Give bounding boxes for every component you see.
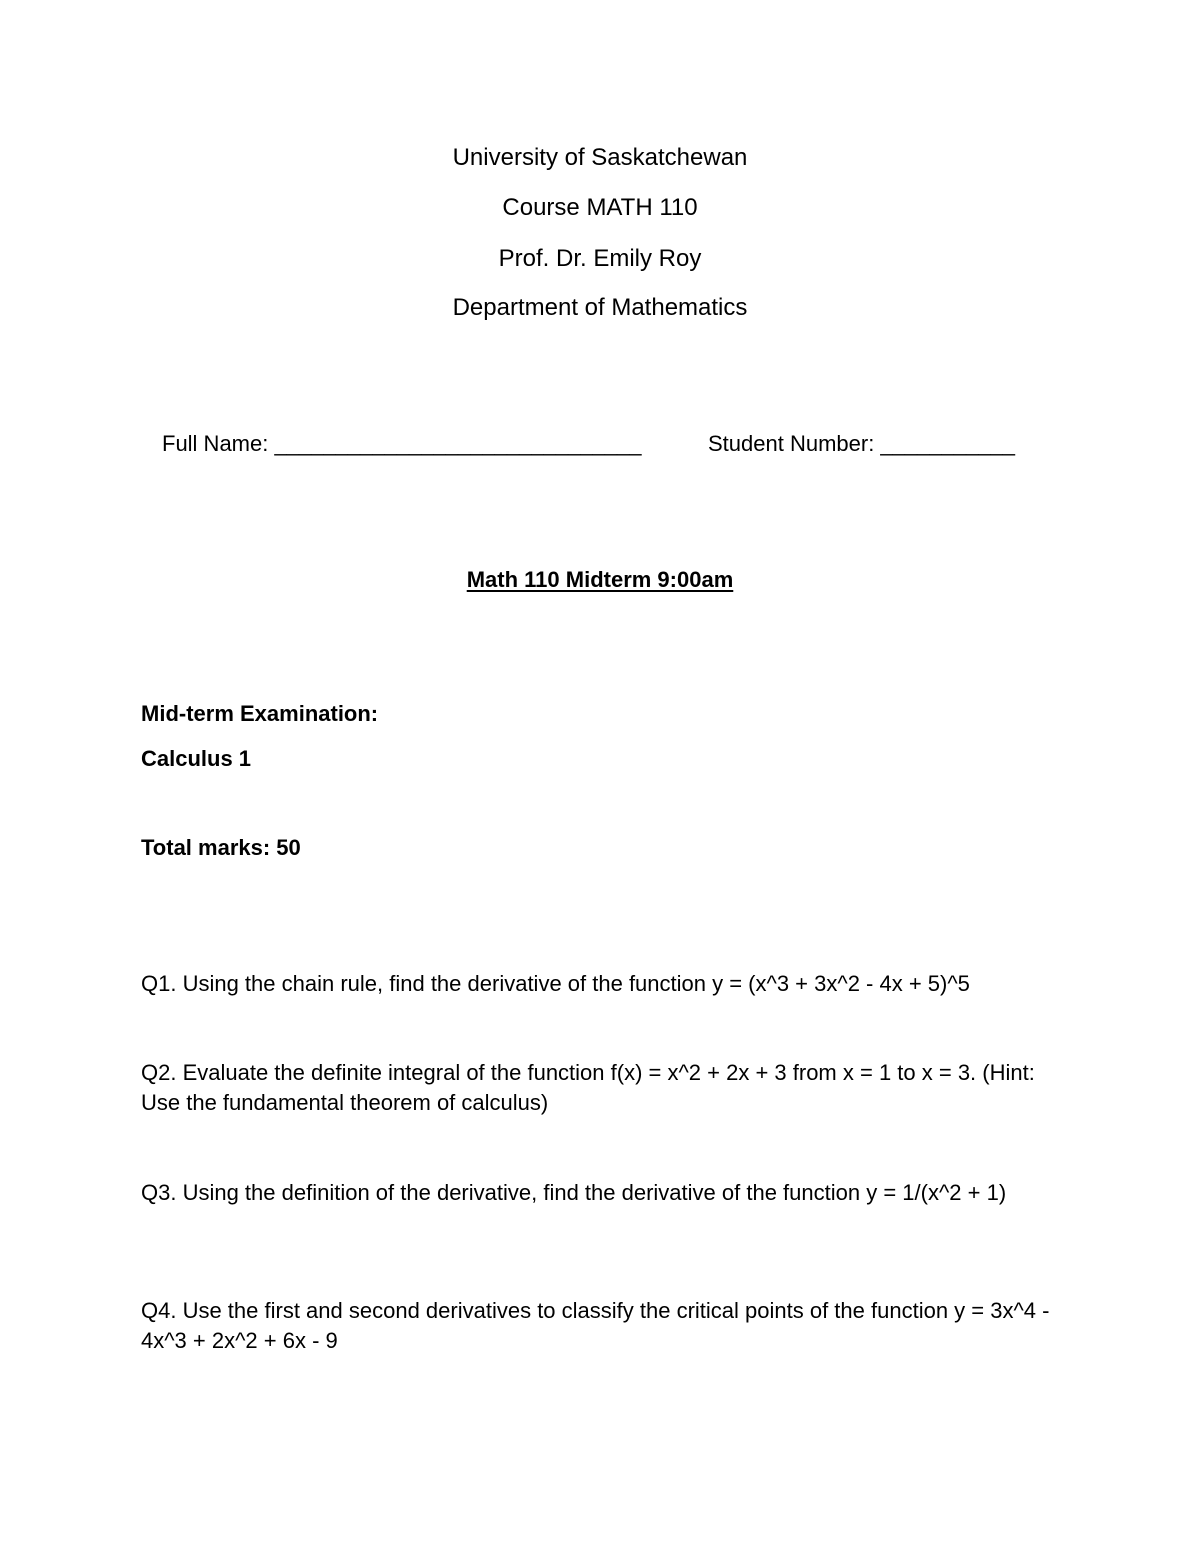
question-3: Q3. Using the definition of the derivative, find the derivative of the function y = 1/(x^2 + 1)	[141, 1180, 1007, 1205]
student-number-field: Student Number: ___________	[708, 431, 1016, 456]
course-code: Course MATH 110	[502, 194, 698, 221]
question-2: Q2. Evaluate the definite integral of the function f(x) = x^2 + 2x + 3 from x = 1 to x = 3. (Hint: Use the fundamental theorem of calculus)	[141, 1060, 1035, 1115]
exam-title: Math 110 Midterm 9:00am	[466, 567, 734, 592]
department-name: Department of Mathematics	[452, 294, 748, 321]
exam-subject: Calculus 1	[141, 746, 252, 771]
question-4: Q4. Use the first and second derivatives to classify the critical points of the function y = 3x^4 - 4x^3 + 2x^2 + 6x - 9	[141, 1298, 1050, 1353]
total-marks: Total marks: 50	[141, 835, 301, 860]
university-name: University of Saskatchewan	[452, 144, 748, 171]
question-1: Q1. Using the chain rule, find the derivative of the function y = (x^3 + 3x^2 - 4x + 5)^5	[141, 971, 970, 996]
full-name-field: Full Name: ______________________________	[162, 431, 642, 456]
professor-name: Prof. Dr. Emily Roy	[498, 245, 702, 272]
exam-type: Mid-term Examination:	[141, 701, 379, 726]
